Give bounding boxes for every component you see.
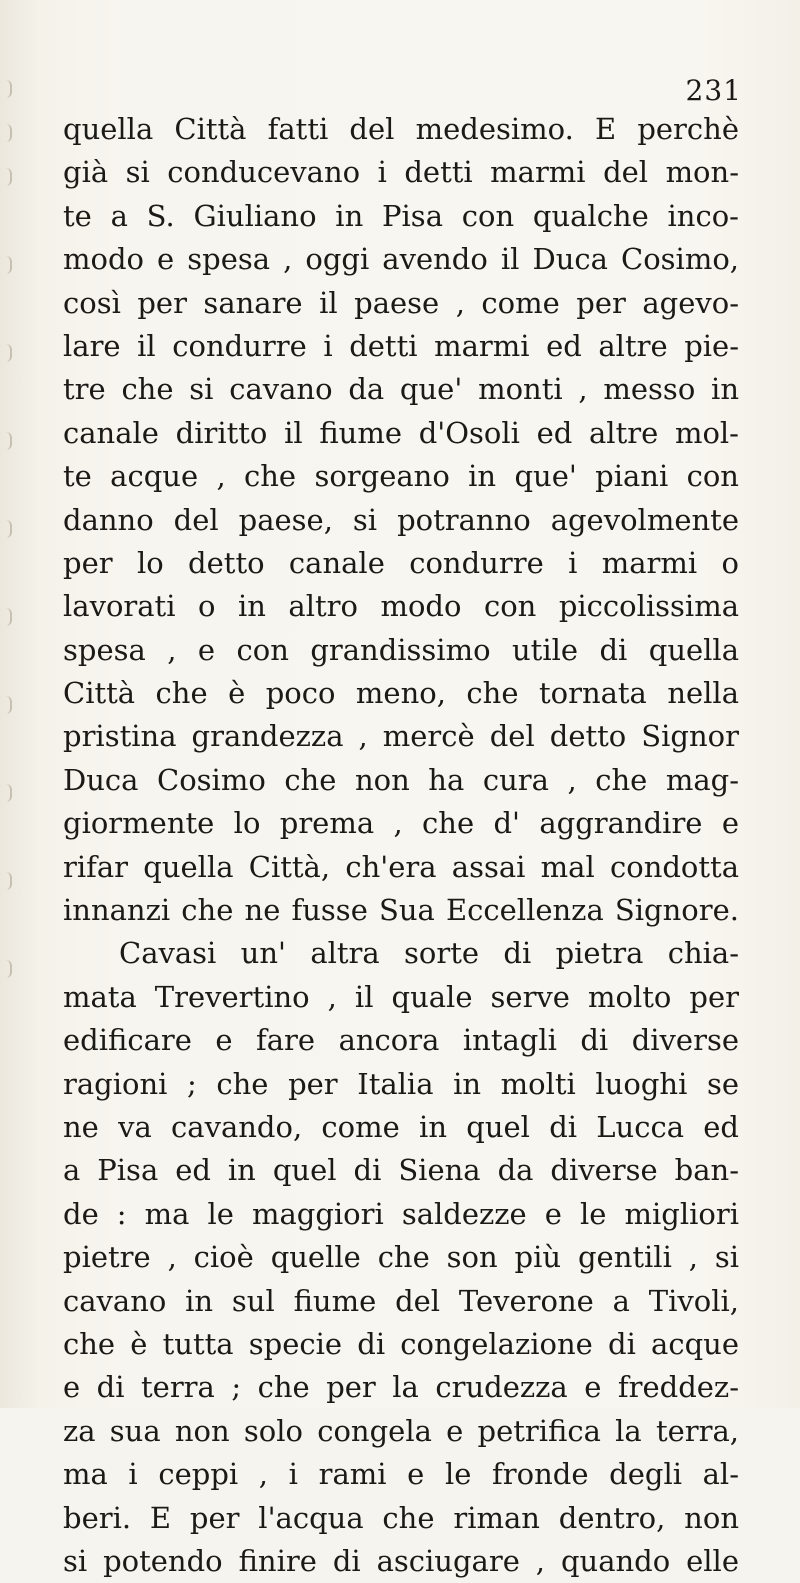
text-line: lavorati o in altro modo con piccolissima xyxy=(63,589,739,624)
text-line: così per sanare il paese , come per agevo- xyxy=(63,285,739,320)
body-text xyxy=(63,108,739,1583)
paragraph-start-line: Cavasi un' altra sorte di pietra chia- xyxy=(119,936,739,971)
text-line: tre che si cavano da que' monti , messo in xyxy=(63,372,739,407)
text-line: te acque , che sorgeano in que' piani con xyxy=(63,459,739,494)
binding-shadow xyxy=(0,80,14,1180)
text-line: te a S. Giuliano in Pisa con qualche inco- xyxy=(63,198,739,233)
text-line: quella Città fatti del medesimo. E perchè xyxy=(63,112,739,146)
text-line: pristina grandezza , mercè del detto Signor xyxy=(63,719,739,754)
page-number: 231 xyxy=(685,74,742,107)
text-line: si potendo finire di asciugare , quando elle xyxy=(63,1543,739,1578)
text-line: e di terra ; che per la crudezza e freddez- xyxy=(63,1370,739,1405)
text-line: lare il condurre i detti marmi ed altre pie- xyxy=(63,328,739,363)
text-line: de : ma le maggiori saldezze e le migliori xyxy=(63,1196,739,1231)
text-line: spesa , e con grandissimo utile di quella xyxy=(63,632,739,667)
text-line: ma i ceppi , i rami e le fronde degli al- xyxy=(63,1457,739,1492)
text-line: a Pisa ed in quel di Siena da diverse ban- xyxy=(63,1153,739,1188)
text-line: modo e spesa , oggi avendo il Duca Cosimo, xyxy=(63,242,739,277)
text-line: che è tutta specie di congelazione di acque xyxy=(63,1326,739,1361)
text-line: canale diritto il fiume d'Osoli ed altre mol- xyxy=(63,415,739,450)
text-line: ne va cavando, come in quel di Lucca ed xyxy=(63,1109,739,1144)
text-line: Duca Cosimo che non ha cura , che mag- xyxy=(63,762,739,797)
text-line: beri. E per l'acqua che riman dentro, non xyxy=(63,1500,739,1535)
text-line: ragioni ; che per Italia in molti luoghi se xyxy=(63,1066,739,1101)
text-line: Città che è poco meno, che tornata nella xyxy=(63,676,739,711)
text-line: edificare e fare ancora intagli di diverse xyxy=(63,1023,739,1058)
text-line: rifar quella Città, ch'era assai mal condotta xyxy=(63,849,739,884)
text-line: già si conducevano i detti marmi del mon- xyxy=(63,155,739,190)
text-line: pietre , cioè quelle che son più gentili , si xyxy=(63,1240,739,1275)
text-line: mata Trevertino , il quale serve molto per xyxy=(63,979,739,1014)
text-line: per lo detto canale condurre i marmi o xyxy=(63,545,739,580)
text-line: za sua non solo congela e petrifica la terra, xyxy=(63,1413,739,1448)
text-line: innanzi che ne fusse Sua Eccellenza Signore. xyxy=(63,893,739,928)
text-line: giormente lo prema , che d' aggrandire e xyxy=(63,806,739,841)
text-line: cavano in sul fiume del Teverone a Tivoli, xyxy=(63,1283,739,1318)
text-line: danno del paese, si potranno agevolmente xyxy=(63,502,739,537)
